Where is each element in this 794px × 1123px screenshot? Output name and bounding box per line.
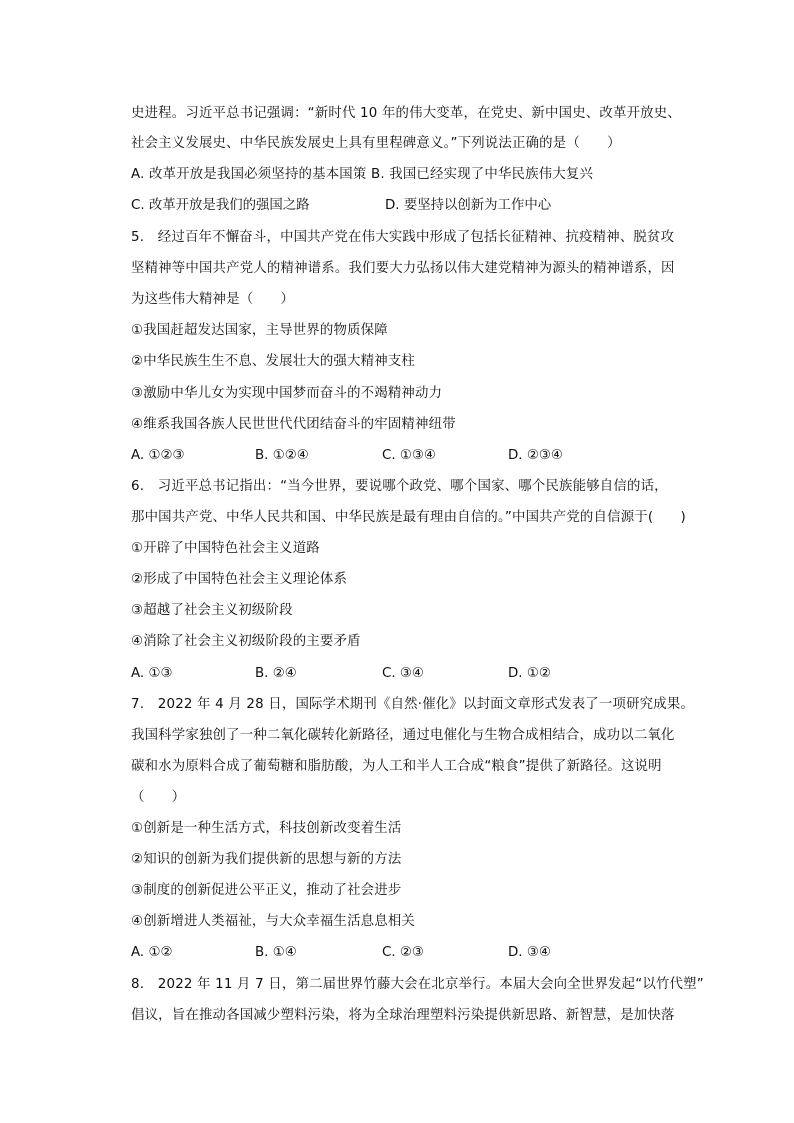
q5-option-b: B. ①②④ <box>255 448 309 463</box>
q7-option-d: D. ③④ <box>508 945 551 960</box>
q5-line-2: 坚精神等中国共产党人的精神谱系。我们要大力弘扬以伟大建党精神为源头的精神谱系，因 <box>131 261 675 276</box>
q7-line-3: 碳和水为原料合成了葡萄糖和脂肪酸，为人工和半人工合成“粮食”提供了新路径。这说明 <box>131 759 662 774</box>
q5-line-3: 为这些伟大精神是（ ） <box>131 292 295 307</box>
q4-options-ab: A. 改革开放是我国必须坚持的基本国策 B. 我国已经实现了中华民族伟大复兴 <box>131 167 594 182</box>
q7-statement-2: ②知识的创新为我们提供新的思想与新的方法 <box>131 852 402 867</box>
q6-option-c: C. ③④ <box>382 666 424 681</box>
q7-line-4: （ ） <box>131 790 186 805</box>
q7-option-a: A. ①② <box>131 945 173 960</box>
q7-statement-4: ④创新增进人类福祉，与大众幸福生活息息相关 <box>131 914 416 929</box>
q8-line-2: 倡议，旨在推动各国减少塑料污染，将为全球治理塑料污染提供新思路、新智慧，是加快落 <box>131 1008 675 1023</box>
q5-option-d: D. ②③④ <box>508 448 563 463</box>
q6-option-d: D. ①② <box>508 666 551 681</box>
q8-line-1: 8. 2022 年 11 月 7 日，第二届世界竹藤大会在北京举行。本届大会向全世界发起“以竹代塑” <box>131 977 704 992</box>
q5-line-1: 5. 经过百年不懈奋斗，中国共产党在伟大实践中形成了包括长征精神、抗疫精神、脱贫攻 <box>131 230 675 245</box>
q6-statement-3: ③超越了社会主义初级阶段 <box>131 603 293 618</box>
q4-line-1: 史进程。习近平总书记强调：“新时代 10 年的伟大变革，在党史、新中国史、改革开放史、 <box>131 106 681 121</box>
q6-option-b: B. ②④ <box>255 666 297 681</box>
q5-statement-3: ③激励中华儿女为实现中国梦而奋斗的不竭精神动力 <box>131 386 443 401</box>
q6-statement-4: ④消除了社会主义初级阶段的主要矛盾 <box>131 634 361 649</box>
q7-option-b: B. ①④ <box>255 945 297 960</box>
q5-statement-1: ①我国赶超发达国家，主导世界的物质保障 <box>131 323 388 338</box>
q5-statement-4: ④维系我国各族人民世世代代团结奋斗的牢固精神纽带 <box>131 417 456 432</box>
q6-line-2: 那中国共产党、中华人民共和国、中华民族是最有理由自信的。”中国共产党的自信源于( ) <box>131 510 686 525</box>
q4-line-2: 社会主义发展史、中华民族发展史上具有里程碑意义。”下列说法正确的是（ ） <box>131 136 621 151</box>
q7-line-1: 7. 2022 年 4 月 28 日，国际学术期刊《自然·催化》以封面文章形式发表了一项研究成果。 <box>131 697 695 712</box>
q6-line-1: 6. 习近平总书记指出：“当今世界，要说哪个政党、哪个国家、哪个民族能够自信的话， <box>131 479 668 494</box>
q4-option-d: D. 要坚持以创新为工作中心 <box>385 198 552 213</box>
q6-statement-2: ②形成了中国特色社会主义理论体系 <box>131 572 348 587</box>
q5-option-a: A. ①②③ <box>131 448 185 463</box>
q7-option-c: C. ②③ <box>382 945 424 960</box>
q6-statement-1: ①开辟了中国特色社会主义道路 <box>131 541 320 556</box>
q4-option-c: C. 改革开放是我们的强国之路 <box>131 198 310 213</box>
q5-option-c: C. ①③④ <box>382 448 436 463</box>
q7-statement-3: ③制度的创新促进公平正义，推动了社会进步 <box>131 883 402 898</box>
q7-line-2: 我国科学家独创了一种二氧化碳转化新路径，通过电催化与生物合成相结合，成功以二氧化 <box>131 728 675 743</box>
q6-option-a: A. ①③ <box>131 666 173 681</box>
q5-statement-2: ②中华民族生生不息、发展壮大的强大精神支柱 <box>131 354 416 369</box>
q7-statement-1: ①创新是一种生活方式，科技创新改变着生活 <box>131 821 402 836</box>
